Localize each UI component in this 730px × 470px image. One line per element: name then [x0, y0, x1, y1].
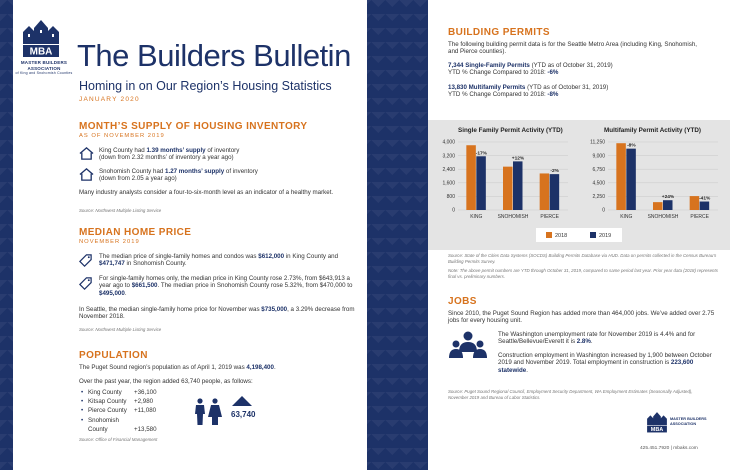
bar-2019: [626, 149, 636, 210]
y-tick-label: 0: [602, 207, 605, 214]
population-list: [81, 388, 157, 434]
category-label: KING: [620, 214, 633, 220]
median-paragraph-1: The median price of single-family homes and condos was $612,000 in King County and $471,747 in Snohomish County.: [99, 253, 339, 268]
people-icon: [193, 398, 223, 426]
bar-2018: [540, 173, 550, 210]
legend-label: 2018: [555, 233, 568, 239]
category-label: SNOHOMISH: [497, 214, 529, 220]
right-panel: [428, 0, 730, 470]
y-tick-label: 11,250: [590, 139, 605, 146]
bar-2019: [476, 156, 486, 210]
left-panel: [13, 0, 367, 470]
legend-swatch: [590, 232, 596, 238]
mba-footer-logo-icon: [646, 410, 668, 434]
multifamily-permits: 13,830 Multifamily Permits (YTD as of October 31, 2019) YTD % Change Compared to 2018: -8%: [448, 84, 609, 99]
supply-source: Source: Northwest Multiple Listing Service: [79, 208, 162, 213]
y-tick-label: 2,400: [442, 166, 455, 173]
y-tick-label: 4,000: [442, 139, 455, 146]
supply-snohomish-text: Snohomish County had 1.27 months’ supply of inventory (down from 2.05 a year ago): [99, 168, 258, 183]
bar-2018: [503, 167, 513, 210]
population-total-line: The Puget Sound region’s population as of April 1, 2019 was 4,198,400.: [79, 364, 276, 371]
supply-heading: MONTH’S SUPPLY OF HOUSING INVENTORY: [79, 121, 308, 132]
page-title: The Builders Bulletin: [77, 38, 351, 73]
single-family-permits: 7,344 Single-Family Permits (YTD as of October 31, 2019) YTD % Change Compared to 2018: -6%: [448, 62, 613, 77]
footer-logo-letters: MBA: [650, 427, 664, 434]
jobs-source: Source: Puget Sound Regional Council, Employment Security Department, WA Employment Estimates (Seasonally Adjusted), November 2019 and Bureau of Labor Statistics.: [448, 389, 693, 400]
category-label: SNOHOMISH: [647, 214, 679, 220]
footer-logo-line1: MASTER BUILDERS: [670, 417, 707, 421]
y-tick-label: 3,200: [442, 153, 455, 160]
page-subtitle: Homing in on Our Region’s Housing Statistics: [79, 79, 332, 93]
category-label: PIERCE: [690, 214, 709, 220]
population-heading: POPULATION: [79, 350, 148, 361]
percent-label: +24%: [661, 195, 675, 201]
footer-contact: 425.451.7920 | mbaks.com: [640, 446, 698, 451]
supply-note: Many industry analysts consider a four-to-six-month level as an indicator of a healthy market.: [79, 189, 334, 196]
supply-subheading: AS OF NOVEMBER 2019: [79, 133, 165, 139]
median-paragraph-3: In Seattle, the median single-family home price for November was $735,000, a 3.29% decrease from November 2018.: [79, 306, 355, 321]
legend-swatch: [546, 232, 552, 238]
house-icon: [79, 146, 94, 161]
footer-logo-line2: ASSOCIATION: [670, 421, 697, 426]
y-tick-label: 1,600: [442, 180, 455, 187]
jobs-heading: JOBS: [448, 296, 477, 307]
jobs-intro: Since 2010, the Puget Sound Region has added more than 464,000 jobs. We’ve added over 2.75 jobs for every housing unit.: [448, 310, 715, 325]
jobs-construction: Construction employment in Washington increased by 1,900 between October 2019 and November 2019. Total employment in construction is 223,600 statewide.: [498, 352, 712, 374]
triangle-up-icon: [232, 396, 252, 406]
median-paragraph-2: For single-family homes only, the median price in King County rose 2.73%, from $643,913 a year ago to $661,500. The median price in Snohomish County rose 5.32%, from $470,000 to $495,000.: [99, 275, 353, 297]
median-heading: MEDIAN HOME PRICE: [79, 227, 192, 238]
category-label: KING: [470, 214, 483, 220]
price-tag-icon: [78, 253, 93, 268]
chart-title: Multifamily Permit Activity (YTD): [604, 127, 702, 134]
permits-heading: BUILDING PERMITS: [448, 27, 550, 38]
permits-source: Source: State of the Cities Data Systems (SOCDS) Building Permits Database via HUD. Data on permits collected in the Census Bureau’s Building Permits Survey.: [448, 253, 717, 264]
house-icon: [79, 167, 94, 182]
chart-title: Single Family Permit Activity (YTD): [458, 127, 563, 134]
y-tick-label: 9,000: [592, 153, 605, 160]
bar-2018: [653, 202, 663, 210]
percent-label: -8%: [627, 143, 636, 149]
workers-icon: [448, 330, 488, 364]
y-tick-label: 800: [446, 194, 455, 201]
percent-label: -41%: [699, 196, 711, 202]
population-growth-line: Over the past year, the region added 63,740 people, as follows:: [79, 378, 253, 385]
y-tick-label: 6,750: [592, 166, 605, 173]
bar-2018: [466, 145, 476, 210]
price-tag-icon: [78, 276, 93, 291]
bar-2019: [663, 200, 673, 210]
percent-label: -2%: [550, 169, 559, 175]
y-tick-label: 4,500: [592, 180, 605, 187]
category-label: PIERCE: [540, 214, 559, 220]
median-subheading: NOVEMBER 2019: [79, 239, 140, 245]
bar-2018: [690, 196, 700, 210]
list-item: • Pierce County +11,080: [81, 406, 157, 415]
bar-2019: [513, 161, 523, 210]
permits-note: Note: The above permit numbers are YTD through October 31, 2019, compared to same period last year. Prior year data (2018) represents final vs. preliminary numbers.: [448, 268, 718, 279]
bar-2019: [550, 174, 559, 210]
list-item: • Kitsap County +2,980: [81, 397, 157, 406]
median-source: Source: Northwest Multiple Listing Service: [79, 327, 162, 332]
bar-2018: [616, 143, 626, 210]
footer-logo-text: [670, 417, 707, 426]
population-total-badge: 63,740: [231, 410, 256, 419]
population-source: Source: Office of Financial Management: [79, 437, 158, 442]
legend-label: 2019: [599, 233, 612, 239]
permit-charts: [428, 120, 730, 250]
issue-date: JANUARY 2020: [79, 96, 140, 103]
logo-line1: MASTER BUILDERS: [20, 60, 68, 65]
logo-text: [15, 60, 73, 77]
logo-letters: MBA: [29, 46, 53, 58]
list-item: • Snohomish County +13,580: [81, 416, 157, 434]
y-tick-label: 0: [452, 207, 455, 214]
permit-charts-svg: [428, 120, 730, 250]
list-item: • King County +36,100: [81, 388, 157, 397]
percent-label: +12%: [511, 156, 525, 162]
permits-intro: The following building permit data is for the Seattle Metro Area (including King, Snohomish, and Pierce counties).: [448, 41, 698, 56]
mba-logo-icon: [21, 18, 61, 58]
logo-line3: of King and Snohomish Counties: [15, 71, 73, 75]
logo-line2: ASSOCIATION: [27, 65, 61, 71]
y-tick-label: 2,250: [592, 194, 605, 201]
bar-2019: [700, 202, 710, 210]
percent-label: -17%: [475, 151, 487, 157]
supply-king-text: King County had 1.39 months’ supply of inventory (down from 2.32 months’ of inventory a year ago): [99, 147, 240, 162]
jobs-unemployment: The Washington unemployment rate for November 2019 is 4.4% and for Seattle/Bellevue/Everett it is 2.8%.: [498, 331, 696, 346]
